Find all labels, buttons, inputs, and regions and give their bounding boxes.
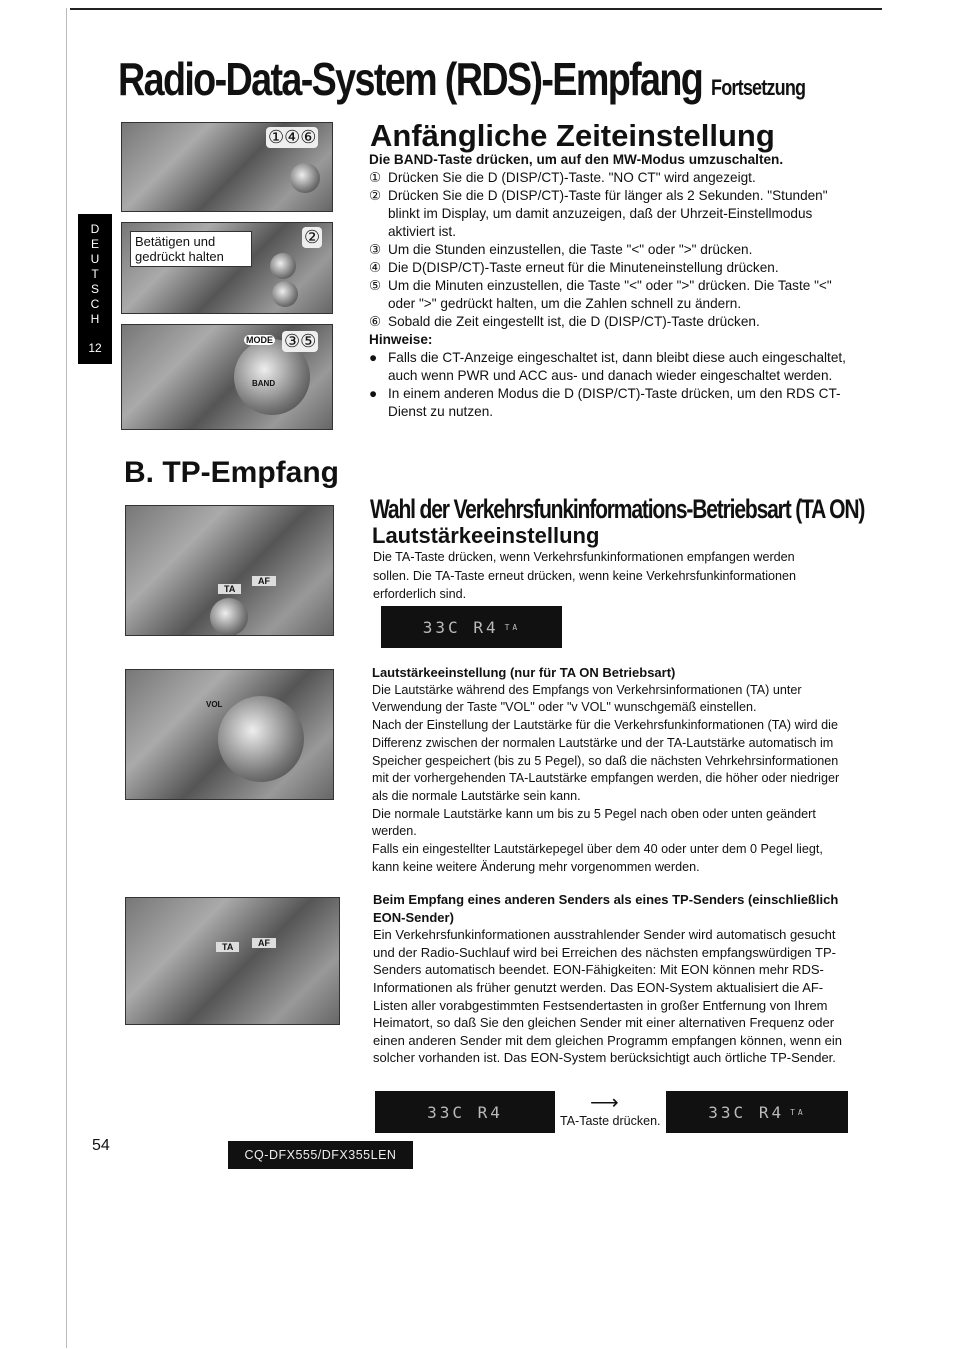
button-d-icon [290,163,320,193]
section-b-heading: B. TP-Empfang [124,456,339,489]
volume-paragraph: Nach der Einstellung der Lautstärke für die Verkehrsfunkinformationen (TA) wird die Differenz zwischen der normalen Lautstärke und der TA-Lautstärke automatisch im Speicher gespeichert (bis zu 5 Pegel), so daß die nächsten Vehrkehrsinformationen mit der vorhergehenden TA-Lautstärke empfangen werden, die höher oder niedriger als die normale Lautstärke sein kann. [372,718,840,803]
tab-letter: D [90,222,100,236]
language-side-tab [78,214,112,364]
list-item: ⑥ Sobald die Zeit eingestellt ist, die D (DISP/CT)-Taste drücken. [369,314,760,329]
section-page-number: 12 [88,341,102,355]
tab-letter: E [90,237,99,251]
step-callout: ② [304,227,321,247]
step-callout: ③⑤ [284,331,317,351]
list-item: ⑤ Um die Minuten einzustellen, die Taste "<" oder ">" drücken. Die Taste "<" oder ">" gedrückt halten, um die Zahlen schnell zu ändern. [369,278,832,311]
section-b-subheading: Wahl der Verkehrsfunkinformations-Betriebsart (TA ON) [370,494,865,524]
language-letters [78,222,112,327]
ta-press-caption: TA-Taste drücken. [560,1114,661,1128]
figure-volume-buttons-photo [125,669,334,800]
eon-paragraph: Ein Verkehrsfunkinformationen ausstrahlender Sender wird automatisch gesucht und der Radio-Suchlauf wird bei Erreichen des nächsten empfangswürdigen TP-Senders automatisch beendet. EON-Fähigkeiten: Mit EON können mehr RDS-Informationen als früher genutzt werden. Das EON-System aktualisiert die AF-Listen aller vorabgestimmten Festsendertasten in großer Entfernung von Ihrem Heimatort, so daß Sie den gleichen Sender mit einer alternativen Frequenz oder einen anderen Sender mit dem gleichen Programm empfangen können, wenn ein solcher vorhanden ist. Das EON-System berücksichtigt auch örtliche TP-Sender. [373,927,843,1066]
ta-label: TA [218,584,241,594]
lcd-display-before [375,1091,555,1133]
finger-press-icon [210,598,248,636]
button-d-icon [272,281,298,307]
button-icon [270,253,296,279]
lcd-display-after [666,1091,848,1133]
left-margin-rule [66,8,67,1348]
volume-heading: Lautstärkeeinstellung (nur für TA ON Betriebsart) [372,665,676,680]
eon-heading: Beim Empfang eines anderen Senders als eines TP-Senders (einschließlich EON-Sender) [373,892,839,925]
list-item: ● In einem anderen Modus die D (DISP/CT)-Taste drücken, um den RDS CT-Dienst zu nutzen. [369,386,841,419]
tab-letter: C [90,297,100,311]
page-number: 54 [92,1137,110,1154]
eon-section [373,891,849,1067]
volume-paragraph: Falls ein eingestellter Lautstärkepegel über dem 40 oder unter dem 0 Pegel liegt, kann keine weitere Änderung mehr vorgenommen werden. [372,842,823,874]
notes-heading: Hinweise: [369,332,433,347]
bullet-icon: ● [369,350,378,365]
section-a-body [369,151,847,421]
lcd-ta-indicator: TA [790,1107,806,1117]
list-item: ④ Die D(DISP/CT)-Taste erneut für die Minuteneinstellung drücken. [369,260,779,275]
volume-section [372,664,848,876]
ta-label: TA [216,942,239,952]
list-item: ② Drücken Sie die D (DISP/CT)-Taste für länger als 2 Sekunden. "Stunden" blinkt im Display, um damit anzuzeigen, daß der Uhrzeit-Einstellmodus aktiviert ist. [369,188,828,239]
section-a-heading: Anfängliche Zeiteinstellung [370,118,775,153]
section-b-subheading-volume: Lautstärkeeinstellung [372,523,600,548]
lcd-text: 33C R4 [422,617,499,637]
hold-instruction-label: Betätigen und gedrückt halten [130,231,252,267]
arrow-right-icon: ⟶ [590,1092,619,1114]
tab-letter: U [90,252,100,266]
tab-letter: T [91,267,99,281]
figure-ta-af-buttons-photo [125,897,340,1025]
volume-paragraph: Die normale Lautstärke kann um bis zu 5 Pegel nach oben oder unten geändert werden. [372,806,816,839]
af-label: AF [252,938,276,948]
band-label: BAND [252,379,276,388]
page-title [118,52,805,106]
af-label: AF [252,576,276,586]
figure-ta-button-photo [125,505,334,636]
figure-arrow-keys-photo [121,324,333,430]
list-item: ① Drücken Sie die D (DISP/CT)-Taste. "NO CT" wird angezeigt. [369,170,756,185]
volume-knob-icon [218,696,304,782]
tab-letter: S [90,282,99,296]
section-a-intro: Die BAND-Taste drücken, um auf den MW-Modus umzuschalten. [369,152,784,167]
vol-label: VOL [206,700,223,709]
list-item: ● Falls die CT-Anzeige eingeschaltet ist, dann bleibt diese auch eingeschaltet, auch wenn PWR und ACC aus- und danach wieder eingeschaltet werden. [369,350,846,383]
volume-paragraph: Die Lautstärke während des Empfangs von Verkehrsinformationen (TA) unter Verwendung der Taste "VOL" oder "v VOL" wunschgemäß einstellen. [372,682,802,715]
lcd-text: 33C R4 [708,1102,785,1122]
step-callout: ①④⑥ [268,127,317,147]
lcd-ta-indicator: TA [504,622,521,632]
list-item: ③ Um die Stunden einzustellen, die Taste "<" oder ">" drücken. [369,242,753,257]
model-number-badge: CQ-DFX555/DFX355LEN [228,1141,413,1169]
top-rule [70,8,882,10]
page-title-continued: Fortsetzung [711,75,806,100]
lcd-display [381,606,562,648]
mode-label: MODE [246,335,273,345]
page-title-main: Radio-Data-System (RDS)-Empfang [118,53,703,105]
bullet-icon: ● [369,386,378,401]
lcd-text: 33C R4 [427,1102,503,1122]
figure-disp-button-photo [121,122,333,212]
ta-intro-text: Die TA-Taste drücken, wenn Verkehrsfunkinformationen empfangen werden sollen. Die TA-Taste erneut drücken, wenn keine Verkehrsfunkinformationen erforderlich sind. [373,550,797,601]
figure-hold-button-photo [121,222,333,314]
tab-letter: H [90,312,100,326]
